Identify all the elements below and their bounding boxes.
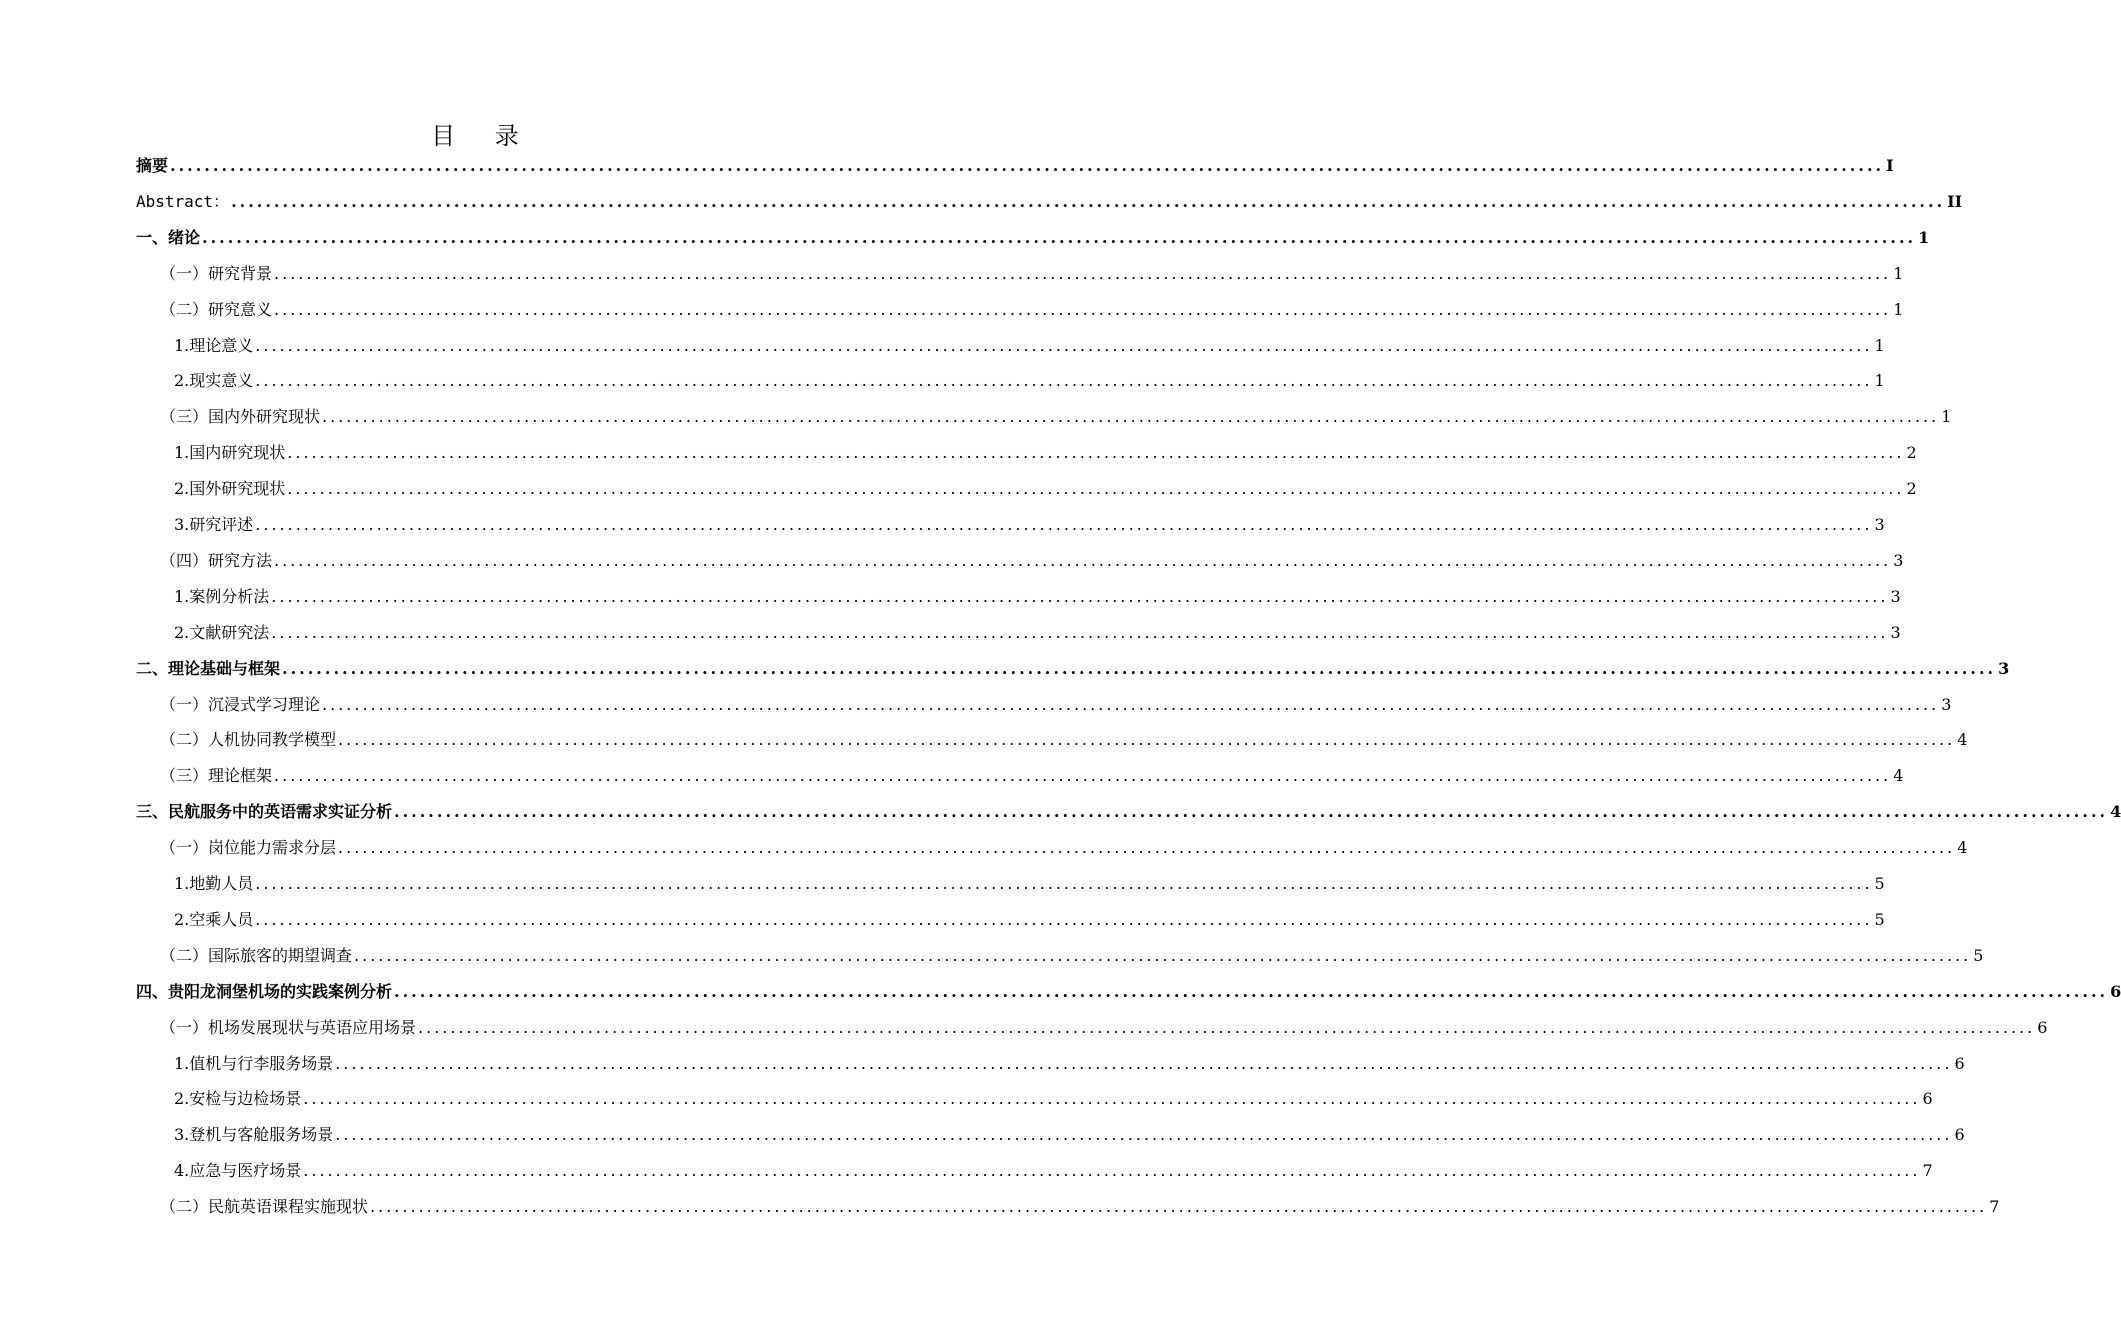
toc-entry[interactable] — [136, 220, 1930, 256]
toc-entry[interactable] — [174, 363, 1885, 399]
toc-dot-leader: ........................................................................................................................................................................................................ — [394, 802, 2109, 822]
toc-dot-leader: ........................................................................................................................................................................................................ — [354, 945, 1972, 965]
toc-dot-leader: ........................................................................................................................................................................................................ — [202, 227, 1917, 247]
toc-entry-label: 摘要 — [136, 156, 169, 175]
toc-entry-label: 3.研究评述 — [174, 515, 254, 534]
toc-entry[interactable] — [160, 687, 1952, 723]
toc-entry[interactable] — [160, 543, 1904, 579]
toc-entry-label: 1.理论意义 — [174, 335, 254, 355]
toc-dot-leader: ........................................................................................................................................................................................................ — [322, 694, 1940, 714]
toc-dot-leader: ........................................................................................................................................................................................................ — [271, 622, 1889, 642]
toc-entry[interactable] — [160, 1010, 2048, 1046]
toc-entry-label: 4.应急与医疗场景 — [174, 1161, 302, 1181]
toc-entry-label: 1.国内研究现状 — [174, 443, 286, 463]
toc-entry-page-number: 2 — [1906, 443, 1917, 463]
toc-entry-page-number: 3 — [1941, 694, 1952, 714]
toc-entry[interactable] — [160, 938, 1984, 974]
toc-entry[interactable] — [136, 184, 1963, 220]
toc-entry[interactable] — [174, 328, 1885, 364]
toc-dot-leader: ........................................................................................................................................................................................................ — [303, 1161, 1921, 1181]
toc-entry-page-number: 6 — [1954, 1125, 1965, 1145]
toc-entry-page-number: I — [1886, 156, 1894, 175]
toc-dot-leader: ........................................................................................................................................................................................................ — [335, 1125, 1953, 1145]
toc-entry-page-number: 1 — [1893, 263, 1904, 283]
toc-dot-leader: ........................................................................................................................................................................................................ — [282, 658, 1997, 678]
toc-dot-leader: ........................................................................................................................................................................................................ — [287, 443, 1905, 463]
toc-entry-label: 一、绪论 — [136, 227, 201, 247]
toc-entry-page-number: 6 — [1954, 1053, 1965, 1073]
toc-dot-leader: ........................................................................................................................................................................................................ — [338, 838, 1956, 858]
toc-entry-label: 2.文献研究法 — [174, 622, 270, 642]
toc-entry[interactable] — [160, 399, 1952, 435]
toc-entry-label: 2.空乘人员 — [174, 909, 254, 929]
toc-dot-leader: ........................................................................................................................................................................................................ — [394, 981, 2109, 1001]
toc-dot-leader: ........................................................................................................................................................................................................ — [274, 766, 1892, 786]
toc-entry-page-number: 1 — [1941, 407, 1952, 427]
toc-entry[interactable] — [174, 1117, 1965, 1153]
toc-dot-leader: ........................................................................................................................................................................................................ — [274, 299, 1892, 319]
toc-dot-leader: ........................................................................................................................................................................................................ — [418, 1017, 2036, 1037]
toc-entry[interactable] — [136, 651, 2010, 687]
toc-entry-label: 三、民航服务中的英语需求实证分析 — [136, 802, 393, 822]
toc-entry-page-number: 6 — [1922, 1089, 1933, 1109]
toc-entry[interactable] — [174, 579, 1901, 615]
toc-entry[interactable] — [160, 1189, 2000, 1225]
toc-dot-leader: ........................................................................................................................................................................................................ — [274, 550, 1892, 570]
toc-entry[interactable] — [136, 148, 1894, 184]
toc-entry-label: 3.登机与客舱服务场景 — [174, 1125, 334, 1145]
toc-entry-label: （三）国内外研究现状 — [160, 407, 321, 427]
toc-entry[interactable] — [174, 507, 1885, 543]
toc-entry-label: （三）理论框架 — [160, 766, 273, 786]
toc-entry-page-number: 5 — [1874, 909, 1885, 929]
toc-entry-label: （一）岗位能力需求分层 — [160, 838, 337, 858]
toc-entry-page-number: 3 — [1874, 515, 1885, 534]
toc-dot-leader: ........................................................................................................................................................................................................ — [255, 909, 1873, 929]
toc-entry[interactable] — [160, 758, 1904, 794]
toc-entry-page-number: 7 — [1989, 1197, 2000, 1217]
toc-entry[interactable] — [174, 1153, 1933, 1189]
toc-entry[interactable] — [136, 794, 2121, 830]
toc-entry-label: （一）机场发展现状与英语应用场景 — [160, 1017, 417, 1037]
toc-dot-leader: ........................................................................................................................................................................................................ — [255, 335, 1873, 355]
toc-entry-page-number: 1 — [1874, 335, 1885, 355]
toc-entry-label: （一）沉浸式学习理论 — [160, 694, 321, 714]
toc-entry-label: 1.案例分析法 — [174, 586, 270, 606]
toc-entry-page-number: 3 — [1890, 622, 1901, 642]
toc-entry-label: （一）研究背景 — [160, 263, 273, 283]
toc-dot-leader: ........................................................................................................................................................................................................ — [274, 263, 1892, 283]
toc-dot-leader: ........................................................................................................................................................................................................ — [255, 874, 1873, 893]
toc-entry[interactable] — [136, 974, 2121, 1010]
toc-entry-page-number: 6 — [2037, 1017, 2048, 1037]
toc-entry-page-number: 2 — [1906, 479, 1917, 499]
toc-entry[interactable] — [174, 1081, 1933, 1117]
toc-dot-leader: ........................................................................................................................................................................................................ — [271, 586, 1889, 606]
toc-entry[interactable] — [174, 615, 1901, 651]
toc-dot-leader: ........................................................................................................................................................................................................ — [170, 156, 1885, 175]
toc-entry-label: 2.国外研究现状 — [174, 479, 286, 499]
toc-dot-leader: ........................................................................................................................................................................................................ — [287, 479, 1905, 499]
toc-entry-label: （四）研究方法 — [160, 550, 273, 570]
toc-dot-leader: ........................................................................................................................................................................................................ — [255, 515, 1873, 534]
toc-entry-page-number: 1 — [1918, 227, 1930, 247]
toc-entry-page-number: 4 — [1957, 838, 1968, 858]
toc-entry-page-number: 4 — [1957, 730, 1968, 750]
toc-dot-leader: ........................................................................................................................................................................................................ — [322, 407, 1940, 427]
toc-dot-leader: ........................................................................................................................................................................................................ — [335, 1053, 1953, 1073]
toc-entry-page-number: 1 — [1874, 371, 1885, 391]
toc-entry-page-number: 5 — [1973, 945, 1984, 965]
toc-entry-label: 四、贵阳龙洞堡机场的实践案例分析 — [136, 981, 393, 1001]
toc-entry-page-number: 3 — [1893, 550, 1904, 570]
toc-entry-page-number: II — [1947, 191, 1963, 211]
toc-entry-label: 2.安检与边检场景 — [174, 1089, 302, 1109]
toc-entry-page-number: 7 — [1922, 1161, 1933, 1181]
toc-entry[interactable] — [174, 471, 1917, 507]
toc-entry[interactable] — [160, 830, 1968, 866]
toc-dot-leader: ........................................................................................................................................................................................................ — [255, 371, 1873, 391]
toc-entry-page-number: 1 — [1893, 299, 1904, 319]
toc-entry-page-number: 4 — [1893, 766, 1904, 786]
toc-dot-leader: ........................................................................................................................................................................................................ — [303, 1089, 1921, 1109]
toc-entry-page-number: 6 — [2110, 981, 2121, 1001]
toc-entry-label: 二、理论基础与框架 — [136, 658, 281, 678]
toc-entry[interactable] — [174, 866, 1885, 902]
toc-entry-label: 1.值机与行李服务场景 — [174, 1053, 334, 1073]
toc-dot-leader: ........................................................................................................................................................................................................ — [338, 730, 1956, 750]
toc-entry[interactable] — [174, 902, 1885, 938]
toc-entry-label: （二）人机协同教学模型 — [160, 730, 337, 750]
toc-entry[interactable] — [160, 256, 1904, 292]
toc-entry-label: （二）民航英语课程实施现状 — [160, 1197, 369, 1217]
toc-dot-leader: ........................................................................................................................................................................................................ — [231, 191, 1946, 211]
toc-entry-page-number: 3 — [1998, 658, 2010, 678]
toc-entry-page-number: 3 — [1890, 586, 1901, 606]
toc-entry[interactable] — [160, 292, 1904, 328]
toc-entry-label: Abstract： — [136, 191, 230, 211]
page-title: 目 录 — [431, 122, 535, 150]
toc-entry[interactable] — [174, 1046, 1965, 1082]
toc-entry[interactable] — [160, 722, 1968, 758]
toc-entry-label: 2.现实意义 — [174, 371, 254, 391]
toc-entry-label: （二）研究意义 — [160, 299, 273, 319]
toc-entry[interactable] — [174, 435, 1917, 471]
toc-entry-page-number: 4 — [2110, 802, 2121, 822]
toc-entry-label: （二）国际旅客的期望调查 — [160, 945, 353, 965]
toc-entry-page-number: 5 — [1874, 874, 1885, 893]
toc-dot-leader: ........................................................................................................................................................................................................ — [370, 1197, 1988, 1217]
toc-entry-label: 1.地勤人员 — [174, 874, 254, 893]
